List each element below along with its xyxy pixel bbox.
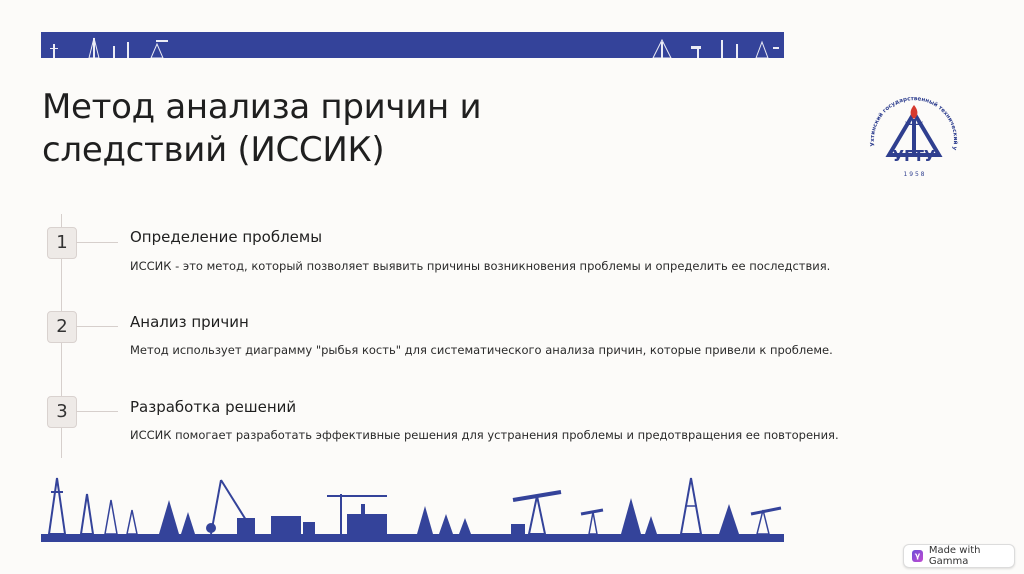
footer-decor-band (41, 470, 784, 542)
step-description: Метод использует диаграмму "рыбья кость" для систематического анализа причин, которые привели к проблеме. (130, 343, 833, 357)
logo-arc-text: Ухтинский государственный технический у (869, 96, 959, 151)
slide-title-line1: Метод анализа причин и (42, 87, 482, 127)
industrial-landscape-icon (41, 470, 784, 542)
step-number-badge: 2 (47, 311, 77, 343)
step-connector (76, 411, 118, 412)
step-description: ИССИК помогает разработать эффективные решения для устранения проблемы и предотвращения ее повторения. (130, 428, 839, 442)
university-logo (861, 91, 967, 181)
industrial-silhouette-icon (41, 32, 784, 58)
logo-year-text: 1 9 5 8 (903, 171, 925, 178)
badge-label: Made with Gamma (928, 545, 981, 567)
university-emblem-icon (861, 91, 967, 181)
step-number-badge: 3 (47, 396, 77, 428)
gamma-logo-icon: γ (912, 550, 923, 562)
step-title: Разработка решений (130, 398, 297, 416)
header-decor-band (41, 32, 784, 58)
slide-title-line2: следствий (ИССИК) (42, 130, 385, 170)
logo-mark-text: УГТУ (892, 147, 936, 165)
step-title: Определение проблемы (130, 228, 323, 246)
step-connector (76, 242, 118, 243)
step-number-badge: 1 (47, 227, 77, 259)
slide-title (42, 86, 522, 172)
step-connector (76, 326, 118, 327)
step-description: ИССИК - это метод, который позволяет выявить причины возникновения проблемы и определить ее последствия. (130, 259, 831, 273)
made-with-gamma-badge[interactable] (903, 544, 1015, 568)
step-title: Анализ причин (130, 313, 249, 331)
